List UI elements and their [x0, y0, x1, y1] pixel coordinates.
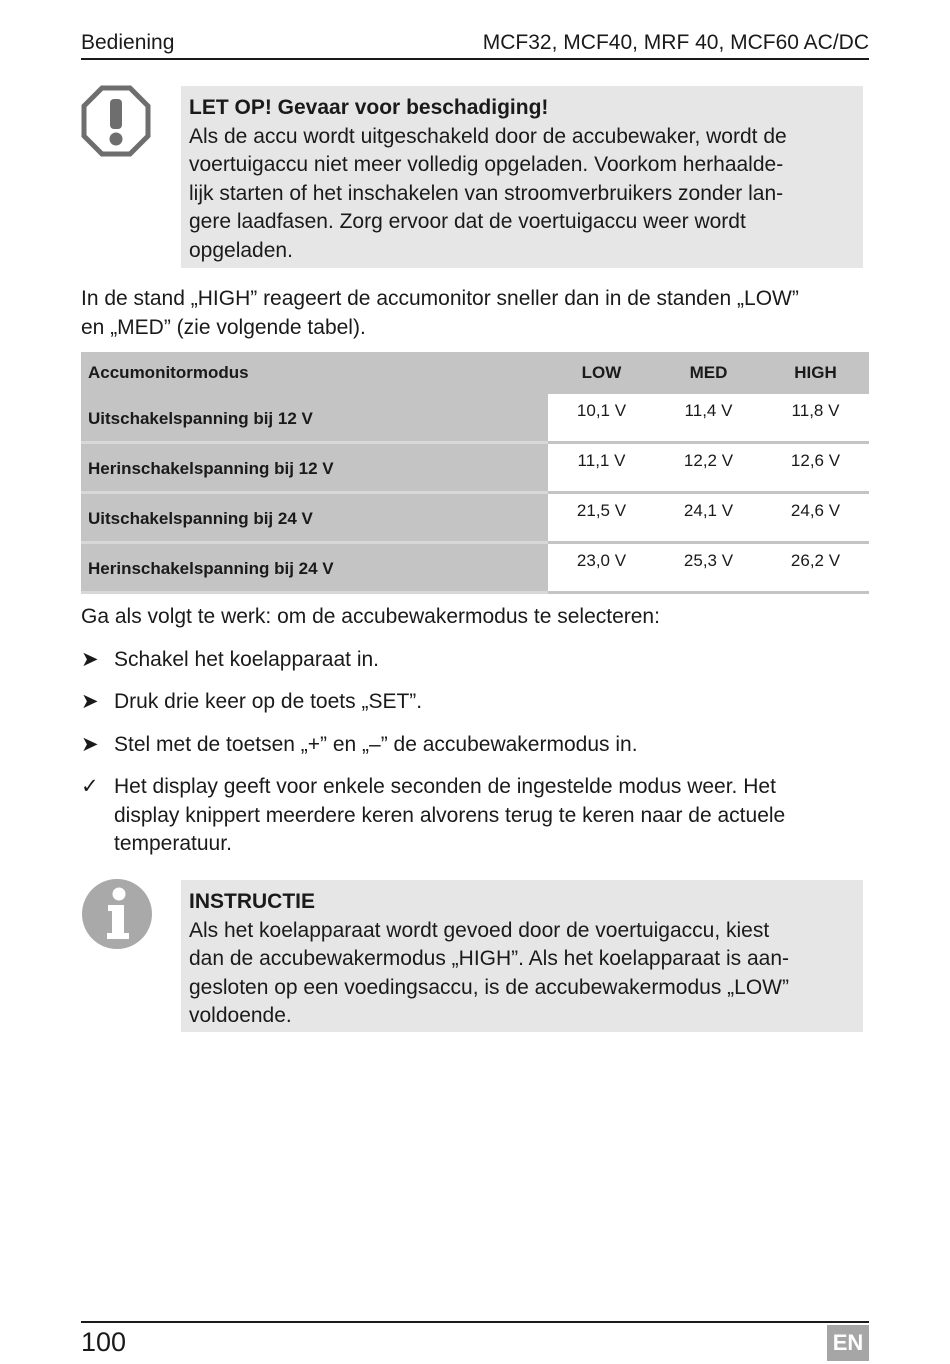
table-cell: 25,3 V [655, 543, 762, 593]
warning-text-line: lijk starten of het inschakelen van stroomverbruikers zonder lan- [189, 181, 784, 205]
table-cell: 21,5 V [548, 493, 655, 543]
instruction-box [181, 880, 863, 1032]
intro-line: In de stand „HIGH” reageert de accumonitor sneller dan in de standen „LOW” [81, 287, 799, 310]
table-cell: 24,6 V [762, 493, 869, 543]
table-header-row [81, 352, 869, 394]
row-label: Uitschakelspanning bij 12 V [81, 394, 548, 443]
result-line: Het display geeft voor enkele seconden de ingestelde modus weer. Het [114, 775, 776, 798]
page-number: 100 [81, 1327, 127, 1357]
row-label: Herinschakelspanning bij 12 V [81, 443, 548, 493]
table-cell: 10,1 V [548, 394, 655, 443]
procedure-step [81, 646, 871, 675]
page-header [81, 30, 869, 60]
table-cell: 23,0 V [548, 543, 655, 593]
battery-monitor-table [81, 352, 869, 594]
instruction-text-line: dan de accubewakermodus „HIGH”. Als het koelapparaat is aan- [189, 947, 789, 970]
table-cell: 24,1 V [655, 493, 762, 543]
table-cell: 26,2 V [762, 543, 869, 593]
instruction-text-line: voldoende. [189, 1004, 292, 1027]
step-text: Schakel het koelapparaat in. [114, 648, 380, 671]
table-cell: 11,8 V [762, 394, 869, 443]
intro-paragraph [81, 285, 871, 342]
row-label: Uitschakelspanning bij 24 V [81, 493, 548, 543]
model-list: MCF32, MCF40, MRF 40, MCF60 AC/DC [482, 31, 869, 54]
footer-divider [81, 1321, 869, 1323]
table-cell: 11,4 V [655, 394, 762, 443]
checkmark-icon: ✓ [81, 775, 99, 798]
column-header: MED [655, 352, 762, 394]
section-title: Bediening [81, 31, 175, 54]
table-row [81, 493, 869, 543]
result-line: temperatuur. [114, 832, 232, 855]
warning-title: LET OP! Gevaar voor beschadiging! [189, 96, 549, 119]
result-line: display knippert meerdere keren alvorens terug te keren naar de actuele [114, 803, 786, 827]
arrow-bullet-icon: ➤ [81, 690, 99, 713]
table-row [81, 543, 869, 593]
info-icon [81, 878, 153, 950]
warning-box [181, 86, 863, 268]
procedure-step [81, 688, 871, 717]
instruction-title: INSTRUCTIE [189, 890, 315, 913]
row-label: Herinschakelspanning bij 24 V [81, 543, 548, 593]
language-badge: EN [827, 1325, 869, 1361]
table-row [81, 394, 869, 443]
procedure-result [81, 773, 871, 859]
column-header: LOW [548, 352, 655, 394]
warning-text-line: Als de accu wordt uitgeschakeld door de accubewaker, wordt de [189, 124, 787, 148]
table-cell: 12,6 V [762, 443, 869, 493]
warning-exclamation-octagon-icon [81, 85, 151, 157]
intro-line: en „MED” (zie volgende tabel). [81, 315, 366, 339]
step-text: Druk drie keer op de toets „SET”. [114, 690, 423, 713]
table-row [81, 443, 869, 493]
column-header: Accumonitormodus [81, 352, 548, 394]
warning-text-line: opgeladen. [189, 238, 293, 262]
arrow-bullet-icon: ➤ [81, 733, 99, 756]
column-header: HIGH [762, 352, 869, 394]
warning-text-line: voertuigaccu niet meer volledig opgeladen. Voorkom herhaalde- [189, 153, 784, 176]
table-cell: 11,1 V [548, 443, 655, 493]
table-cell: 12,2 V [655, 443, 762, 493]
instruction-text-line: gesloten op een voedingsaccu, is de accubewakermodus „LOW” [189, 975, 789, 999]
warning-text-line: gere laadfasen. Zorg ervoor dat de voertuigaccu weer wordt [189, 210, 746, 233]
procedure-intro: Ga als volgt te werk: om de accubewakermodus te selecteren: [81, 605, 660, 628]
procedure-step [81, 731, 871, 760]
arrow-bullet-icon: ➤ [81, 648, 99, 671]
instruction-text-line: Als het koelapparaat wordt gevoed door de voertuigaccu, kiest [189, 918, 770, 942]
step-text: Stel met de toetsen „+” en „–” de accubewakermodus in. [114, 733, 638, 756]
